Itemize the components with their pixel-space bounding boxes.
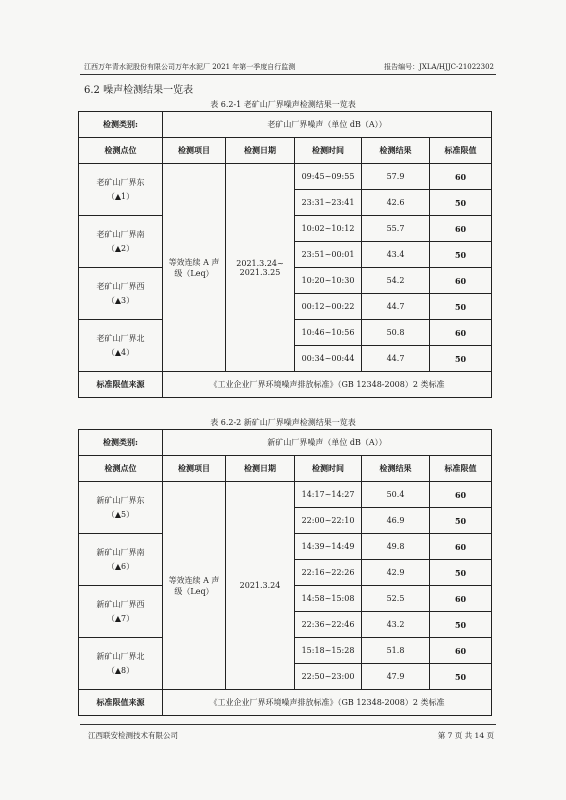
report-number: 报告编号：JXLA/HJJC-21022302 [384, 63, 494, 71]
location-name: 新矿山厂界东 [96, 495, 145, 505]
date-cell: 2021.3.24 [226, 482, 295, 690]
page-number: 第 7 页 共 14 页 [437, 731, 494, 740]
location-cell [79, 534, 163, 586]
limit-cell: 60 [430, 320, 492, 346]
standard-label: 标准限值来源 [79, 690, 163, 716]
time-cell: 14:58~15:08 [295, 586, 362, 612]
result-cell: 44.7 [362, 294, 430, 320]
result-cell: 54.2 [362, 268, 430, 294]
time-cell: 22:00~22:10 [295, 508, 362, 534]
result-cell: 47.9 [362, 664, 430, 690]
limit-cell: 60 [430, 268, 492, 294]
location-code: （▲7） [106, 613, 135, 623]
location-code: （▲4） [106, 347, 135, 357]
limit-cell: 60 [430, 534, 492, 560]
time-cell: 14:17~14:27 [295, 482, 362, 508]
location-cell [79, 268, 163, 320]
col-header-limit: 标准限值 [430, 138, 492, 164]
type-value: 老矿山厂界噪声（单位 dB（A）） [163, 112, 492, 138]
col-header-item: 检测项目 [163, 456, 226, 482]
table-row [79, 482, 492, 508]
time-cell: 14:39~14:49 [295, 534, 362, 560]
location-code: （▲8） [106, 665, 135, 675]
result-cell: 51.8 [362, 638, 430, 664]
section-title: 6.2 噪声检测结果一览表 [84, 85, 194, 96]
col-header-result: 检测结果 [362, 456, 430, 482]
time-cell: 10:46~10:56 [295, 320, 362, 346]
limit-cell: 60 [430, 586, 492, 612]
table2-new-mine-noise [78, 429, 492, 716]
col-header-time: 检测时间 [295, 456, 362, 482]
location-cell [79, 586, 163, 638]
col-header-location: 检测点位 [79, 138, 163, 164]
table-row-standard [79, 372, 492, 398]
result-cell: 55.7 [362, 216, 430, 242]
header-divider [80, 74, 496, 75]
location-code: （▲5） [106, 509, 135, 519]
time-cell: 09:45~09:55 [295, 164, 362, 190]
limit-cell: 50 [430, 612, 492, 638]
location-cell [79, 216, 163, 268]
col-header-location: 检测点位 [79, 456, 163, 482]
table-row-type [79, 112, 492, 138]
col-header-date: 检测日期 [226, 138, 295, 164]
table-row [79, 164, 492, 190]
time-cell: 00:34~00:44 [295, 346, 362, 372]
location-code: （▲6） [106, 561, 135, 571]
col-header-time: 检测时间 [295, 138, 362, 164]
result-cell: 57.9 [362, 164, 430, 190]
location-name: 新矿山厂界南 [96, 547, 145, 557]
location-cell [79, 164, 163, 216]
limit-cell: 60 [430, 482, 492, 508]
time-cell: 22:50~23:00 [295, 664, 362, 690]
limit-cell: 50 [430, 190, 492, 216]
limit-cell: 50 [430, 294, 492, 320]
limit-cell: 50 [430, 664, 492, 690]
table1-old-mine-noise [78, 111, 492, 398]
date-cell: 2021.3.24~ 2021.3.25 [226, 164, 295, 372]
table-header-row [79, 456, 492, 482]
item-cell: 等效连续 A 声级（Leq） [163, 164, 226, 372]
location-cell [79, 320, 163, 372]
result-cell: 49.8 [362, 534, 430, 560]
location-code: （▲3） [106, 295, 135, 305]
footer-divider [80, 724, 496, 725]
location-name: 新矿山厂界北 [96, 651, 145, 661]
time-cell: 23:51~00:01 [295, 242, 362, 268]
time-cell: 23:31~23:41 [295, 190, 362, 216]
limit-cell: 60 [430, 216, 492, 242]
col-header-item: 检测项目 [163, 138, 226, 164]
type-label: 检测类别: [79, 430, 163, 456]
table1-caption: 表 6.2-1 老矿山厂界噪声检测结果一览表 [210, 100, 356, 109]
col-header-date: 检测日期 [226, 456, 295, 482]
time-cell: 22:16~22:26 [295, 560, 362, 586]
location-name: 老矿山厂界东 [96, 177, 145, 187]
result-cell: 43.2 [362, 612, 430, 638]
time-cell: 10:20~10:30 [295, 268, 362, 294]
type-label: 检测类别: [79, 112, 163, 138]
limit-cell: 50 [430, 560, 492, 586]
result-cell: 43.4 [362, 242, 430, 268]
location-name: 老矿山厂界西 [96, 281, 145, 291]
location-name: 老矿山厂界北 [96, 333, 145, 343]
col-header-result: 检测结果 [362, 138, 430, 164]
location-cell [79, 482, 163, 534]
result-cell: 50.8 [362, 320, 430, 346]
time-cell: 22:36~22:46 [295, 612, 362, 638]
col-header-limit: 标准限值 [430, 456, 492, 482]
limit-cell: 60 [430, 638, 492, 664]
limit-cell: 60 [430, 164, 492, 190]
location-code: （▲2） [106, 243, 135, 253]
type-value: 新矿山厂界噪声（单位 dB（A）） [163, 430, 492, 456]
result-cell: 42.6 [362, 190, 430, 216]
standard-value: 《工业企业厂界环境噪声排放标准》（GB 12348-2008）2 类标准 [163, 372, 492, 398]
header-title: 江西万年青水泥股份有限公司万年水泥厂 2021 年第一季度自行监测 [84, 63, 296, 71]
standard-label: 标准限值来源 [79, 372, 163, 398]
limit-cell: 50 [430, 346, 492, 372]
table-row-type [79, 430, 492, 456]
location-code: （▲1） [106, 191, 135, 201]
table2-caption: 表 6.2-2 新矿山厂界噪声检测结果一览表 [210, 418, 356, 427]
table-header-row [79, 138, 492, 164]
result-cell: 44.7 [362, 346, 430, 372]
time-cell: 15:18~15:28 [295, 638, 362, 664]
limit-cell: 50 [430, 508, 492, 534]
location-name: 老矿山厂界南 [96, 229, 145, 239]
footer-company: 江西联安检测技术有限公司 [88, 731, 178, 740]
result-cell: 46.9 [362, 508, 430, 534]
result-cell: 42.9 [362, 560, 430, 586]
location-name: 新矿山厂界西 [96, 599, 145, 609]
result-cell: 50.4 [362, 482, 430, 508]
table-row-standard [79, 690, 492, 716]
time-cell: 00:12~00:22 [295, 294, 362, 320]
time-cell: 10:02~10:12 [295, 216, 362, 242]
item-cell: 等效连续 A 声级（Leq） [163, 482, 226, 690]
location-cell [79, 638, 163, 690]
limit-cell: 50 [430, 242, 492, 268]
result-cell: 52.5 [362, 586, 430, 612]
standard-value: 《工业企业厂界环境噪声排放标准》（GB 12348-2008）2 类标准 [163, 690, 492, 716]
